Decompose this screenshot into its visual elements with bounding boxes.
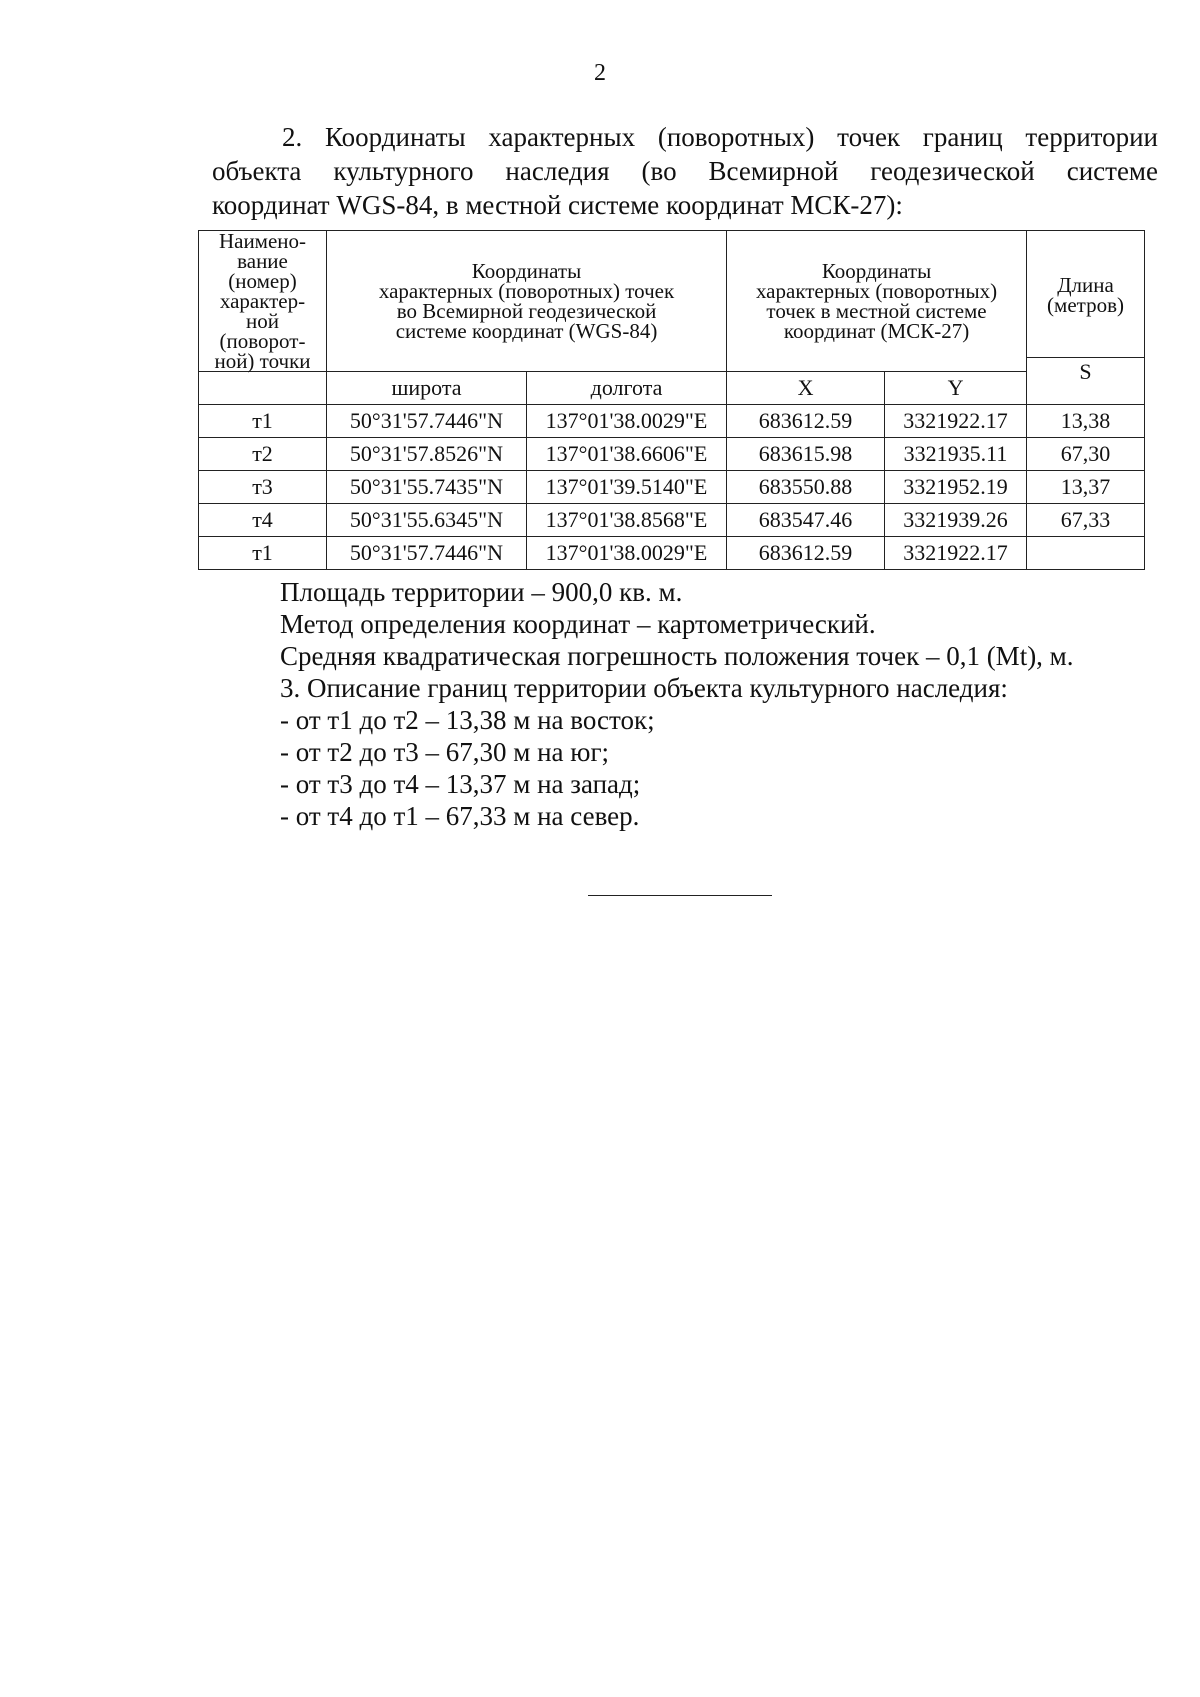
- subheader-lon: долгота: [527, 372, 727, 405]
- cell-x: 683615.98: [727, 438, 885, 471]
- cell-s: [1027, 537, 1145, 570]
- cell-y: 3321922.17: [885, 537, 1027, 570]
- section-heading: [212, 120, 1158, 222]
- boundary-item: - от т3 до т4 – 13,37 м на запад;: [280, 769, 641, 799]
- error-line: Средняя квадратическая погрешность положения точек – 0,1 (Mt), м.: [280, 641, 1074, 671]
- header-msk-coordinates: Координаты характерных (поворотных) точек в местной системе координат (МСК-27): [727, 231, 1027, 372]
- subheader-empty: [199, 372, 327, 405]
- cell-lon: 137°01'38.0029"E: [527, 405, 727, 438]
- table-row: [199, 438, 1145, 471]
- heading-line: 2. Координаты характерных (поворотных) точек границ территории: [282, 122, 1158, 152]
- subheader-lat: широта: [327, 372, 527, 405]
- header-length: Длина (метров) S: [1027, 231, 1145, 405]
- cell-lon: 137°01'38.6606"E: [527, 438, 727, 471]
- cell-x: 683547.46: [727, 504, 885, 537]
- subheader-x: X: [727, 372, 885, 405]
- cell-point: т3: [199, 471, 327, 504]
- cell-lon: 137°01'39.5140"E: [527, 471, 727, 504]
- table-header-row: [199, 231, 1145, 372]
- table-row: [199, 471, 1145, 504]
- boundary-item: - от т2 до т3 – 67,30 м на юг;: [280, 737, 610, 767]
- cell-point: т2: [199, 438, 327, 471]
- cell-lat: 50°31'57.8526"N: [327, 438, 527, 471]
- cell-lat: 50°31'55.6345"N: [327, 504, 527, 537]
- cell-y: 3321952.19: [885, 471, 1027, 504]
- header-wgs-coordinates: Координаты характерных (поворотных) точек во Всемирной геодезической системе координат (WGS-84): [327, 231, 727, 372]
- cell-x: 683550.88: [727, 471, 885, 504]
- summary-text: [280, 576, 1160, 832]
- end-divider: [588, 895, 772, 896]
- heading-line: координат WGS-84, в местной системе координат МСК-27):: [212, 190, 903, 220]
- table-row: [199, 405, 1145, 438]
- header-point-name: Наимено- вание (номер) характер- ной (поворот- ной) точки: [199, 231, 327, 372]
- cell-lon: 137°01'38.0029"E: [527, 537, 727, 570]
- cell-point: т1: [199, 537, 327, 570]
- table-subheader-row: [199, 372, 1145, 405]
- cell-lat: 50°31'55.7435"N: [327, 471, 527, 504]
- cell-lat: 50°31'57.7446"N: [327, 405, 527, 438]
- cell-lon: 137°01'38.8568"E: [527, 504, 727, 537]
- cell-s: 67,33: [1027, 504, 1145, 537]
- method-line: Метод определения координат – картометрический.: [280, 609, 876, 639]
- cell-y: 3321935.11: [885, 438, 1027, 471]
- boundary-item: - от т4 до т1 – 67,33 м на север.: [280, 801, 640, 831]
- cell-s: 67,30: [1027, 438, 1145, 471]
- table-row: [199, 537, 1145, 570]
- boundary-heading: 3. Описание границ территории объекта культурного наследия:: [280, 673, 1008, 703]
- area-line: Площадь территории – 900,0 кв. м.: [280, 577, 683, 607]
- cell-y: 3321922.17: [885, 405, 1027, 438]
- cell-lat: 50°31'57.7446"N: [327, 537, 527, 570]
- table-row: [199, 504, 1145, 537]
- coordinates-table: [198, 230, 1145, 570]
- heading-line: объекта культурного наследия (во Всемирной геодезической системе: [212, 156, 1158, 186]
- cell-x: 683612.59: [727, 537, 885, 570]
- cell-s: 13,38: [1027, 405, 1145, 438]
- boundary-item: - от т1 до т2 – 13,38 м на восток;: [280, 705, 655, 735]
- subheader-y: Y: [885, 372, 1027, 405]
- cell-point: т4: [199, 504, 327, 537]
- cell-s: 13,37: [1027, 471, 1145, 504]
- cell-x: 683612.59: [727, 405, 885, 438]
- subheader-s: S: [1027, 357, 1144, 382]
- cell-point: т1: [199, 405, 327, 438]
- page-number: 2: [594, 60, 606, 86]
- cell-y: 3321939.26: [885, 504, 1027, 537]
